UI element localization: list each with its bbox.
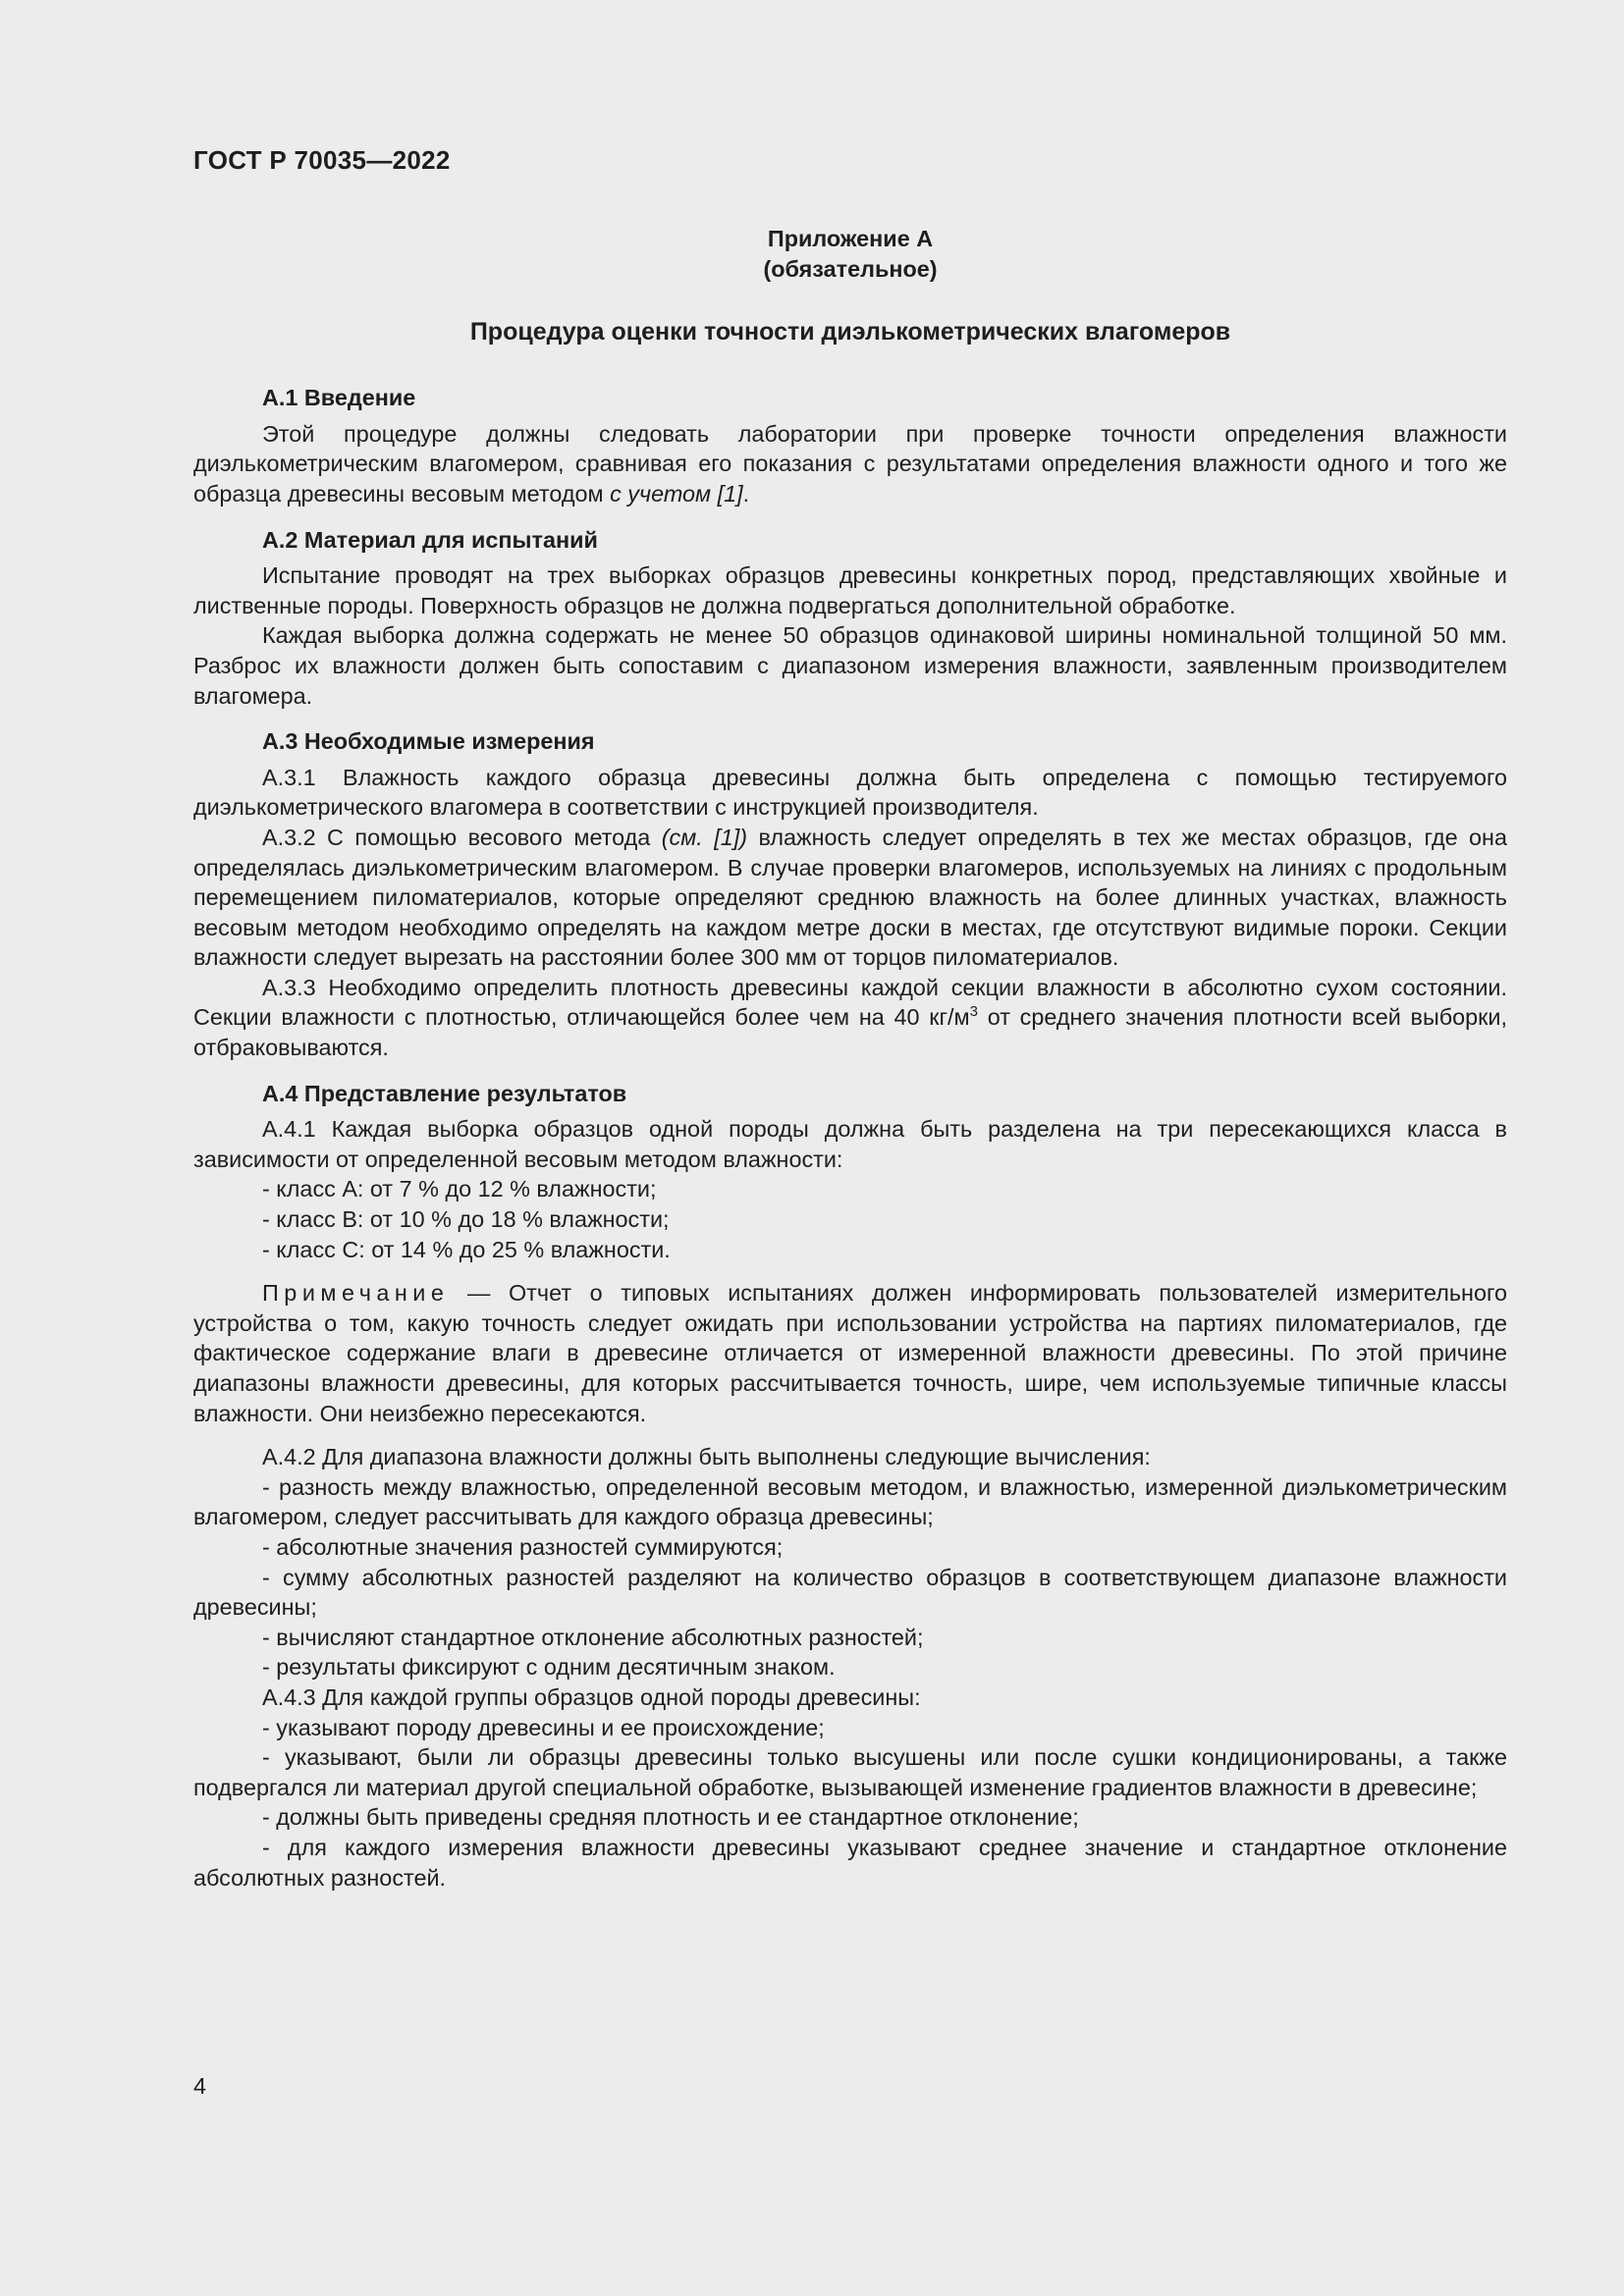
paragraph-a3-3-rest: от среднего значения плотности всей выборки, отбраковываются. <box>193 1004 1507 1061</box>
calc-list-item: - вычисляют стандартное отклонение абсолютных разностей; <box>262 1624 924 1650</box>
paragraph-a3-3 <box>193 973 1507 1063</box>
paragraph-a1-text: Этой процедуре должны следовать лаборатории при проверке точности определения влажности диэлькометрическим влагомером, сравнивая его показания с результатами определения влажности одного и того же образца древесины весовым методом <box>193 420 1507 507</box>
paragraph-a1-end: . <box>742 480 750 507</box>
class-list-item: - класс В: от 10 % до 18 % влажности; <box>262 1206 670 1233</box>
calc-list-item: - результаты фиксируют с одним десятичным знаком. <box>262 1654 836 1681</box>
note-label: Примечание <box>262 1280 450 1307</box>
paragraph-a3-2 <box>193 823 1507 973</box>
note <box>193 1278 1507 1428</box>
paragraph-a3-3-start: А.3.3 Необходимо определить плотность древесины каждой секции влажности в абсолютно сухом состоянии. Секции влажности с плотностью, отличающейся более чем на 40 кг/м <box>193 974 1507 1031</box>
calc-list-item: - сумму абсолютных разностей разделяют на количество образцов в соответствующем диапазоне влажности древесины; <box>193 1564 1507 1621</box>
paragraph-a4-1: А.4.1 Каждая выборка образцов одной породы должна быть разделена на три пересекающихся класса в зависимости от определенной весовым методом влажности: <box>193 1116 1507 1172</box>
paragraph-a1 <box>193 419 1507 509</box>
class-list-item: - класс С: от 14 % до 25 % влажности. <box>262 1236 671 1262</box>
group-list-item: - указывают, были ли образцы древесины только высушены или после сушки кондиционированы, а также подвергался ли материал другой специальной обработке, вызывающей изменение градиентов влажности в древесине; <box>193 1744 1507 1800</box>
group-list-item: - указывают породу древесины и ее происхождение; <box>262 1714 825 1740</box>
paragraph-a3-1: А.3.1 Влажность каждого образца древесины должна быть определена с помощью тестируемого диэлькометрического влагомера в соответствии с инструкцией производителя. <box>193 764 1507 821</box>
section-heading-a2: А.2 Материал для испытаний <box>262 526 598 553</box>
section-heading-a3: А.3 Необходимые измерения <box>262 728 595 755</box>
paragraph-a4-3: А.4.3 Для каждой группы образцов одной породы древесины: <box>262 1683 921 1710</box>
page-content <box>193 224 1507 1893</box>
calc-list-item: - абсолютные значения разностей суммируются; <box>262 1533 784 1560</box>
annex-label: Приложение А <box>767 226 934 251</box>
note-text: — Отчет о типовых испытаниях должен информировать пользователей измерительного устройства о том, какую точность следует ожидать при использовании устройства на партиях пиломатериалов, где фактическое содержание влаги в древесине отличается от измеренной влажности древесины. По этой причине диапазоны влажности древесины, для которых рассчитывается точность, шире, чем используемые типичные классы влажности. Они неизбежно пересекаются. <box>193 1280 1507 1426</box>
paragraph-a4-2: А.4.2 Для диапазона влажности должны быть выполнены следующие вычисления: <box>262 1444 1151 1470</box>
group-list-item: - для каждого измерения влажности древесины указывают среднее значение и стандартное отклонение абсолютных разностей. <box>193 1834 1507 1891</box>
reference-a3-2: (см. [1]) <box>661 824 747 850</box>
unit-superscript: 3 <box>969 1003 978 1021</box>
page-number: 4 <box>193 2073 207 2099</box>
annex-status: (обязательное) <box>763 255 938 282</box>
section-heading-a4: А.4 Представление результатов <box>262 1080 627 1106</box>
document-code: ГОСТ Р 70035—2022 <box>193 145 451 175</box>
class-list-item: - класс А: от 7 % до 12 % влажности; <box>262 1176 657 1202</box>
annex-title: Процедура оценки точности диэлькометрических влагомеров <box>469 318 1231 347</box>
group-list-item: - должны быть приведены средняя плотность и ее стандартное отклонение; <box>262 1804 1079 1831</box>
paragraph-a2-1: Испытание проводят на трех выборках образцов древесины конкретных пород, представляющих хвойные и лиственные породы. Поверхность образцов не должна подвергаться дополнительной обработке. <box>193 562 1507 618</box>
section-heading-a1: А.1 Введение <box>262 385 416 411</box>
paragraph-a3-2-start: А.3.2 С помощью весового метода <box>262 824 662 850</box>
calc-list-item: - разность между влажностью, определенной весовым методом, и влажностью, измеренной диэлькометрическим влагомером, следует рассчитывать для каждого образца древесины; <box>193 1473 1507 1530</box>
paragraph-a3-2-rest: влажность следует определять в тех же местах образцов, где она определялась диэлькометрическим влагомером. В случае проверки влагомеров, используемых на линиях с продольным перемещением пиломатериалов, которые определяют среднюю влажность на более длинных участках, влажность весовым методом необходимо определять на каждом метре доски в местах, где отсутствуют видимые пороки. Секции влажности следует вырезать на расстоянии более 300 мм от торцов пиломатериалов. <box>193 824 1507 971</box>
paragraph-a2-2: Каждая выборка должна содержать не менее 50 образцов одинаковой ширины номинальной толщиной 50 мм. Разброс их влажности должен быть сопоставим с диапазоном измерения влажности, заявленным производителем влагомера. <box>193 622 1507 709</box>
reference-a1: с учетом [1] <box>610 480 743 507</box>
